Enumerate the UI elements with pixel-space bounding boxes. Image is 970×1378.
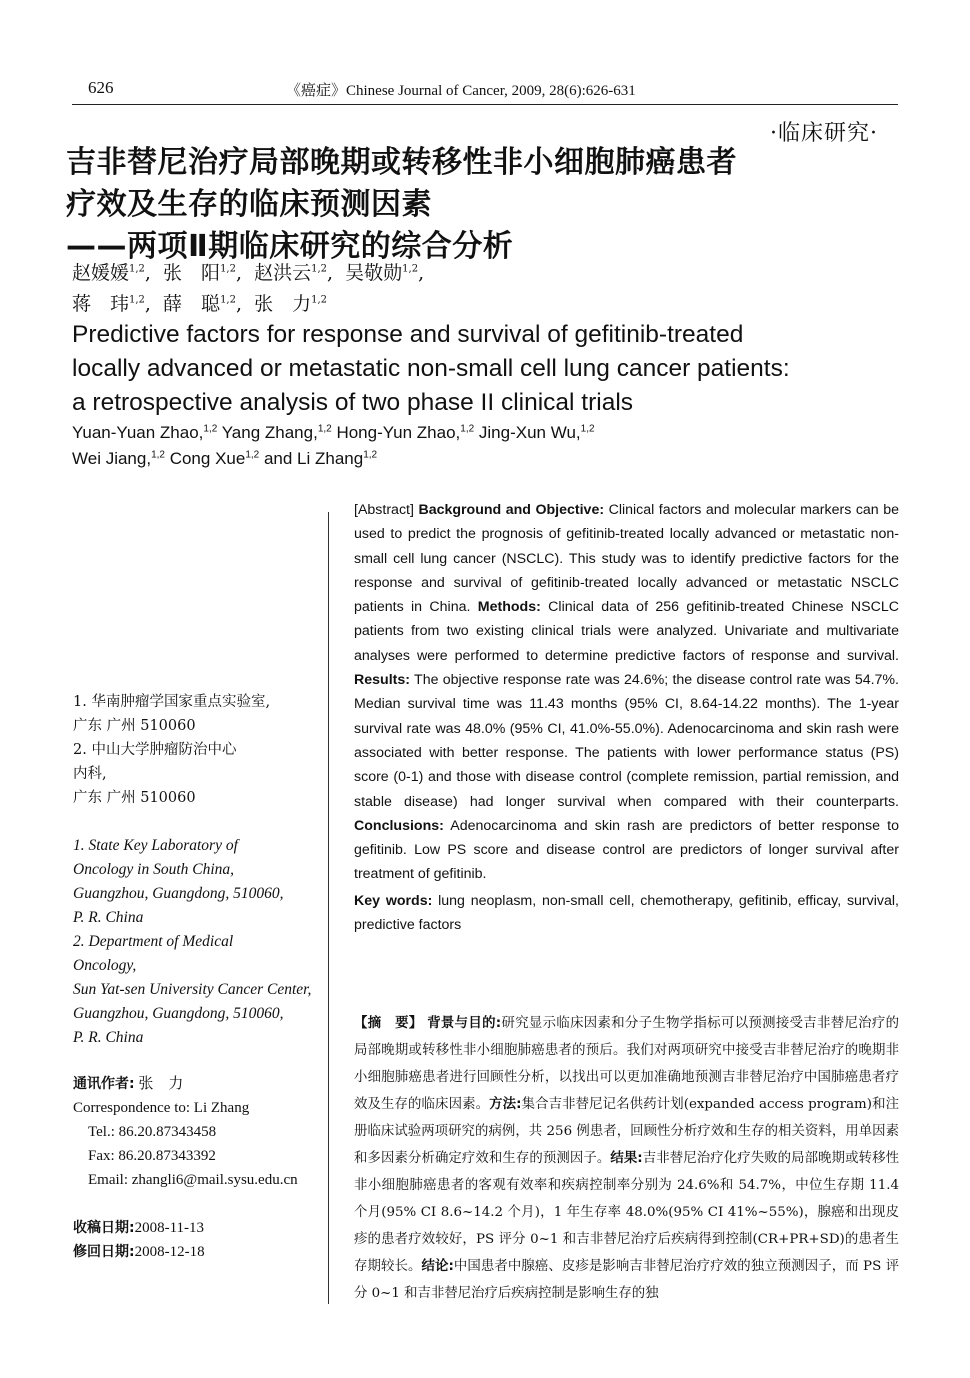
keywords — [354, 889, 899, 938]
affiliation-marker: 1,2 — [311, 294, 328, 306]
chinese-title — [66, 142, 786, 268]
author-name: 张 力 — [254, 293, 312, 315]
author-name: Yuan-Yuan Zhao, — [72, 423, 204, 442]
author-name: 吴敬勋 — [345, 262, 403, 284]
page-number: 626 — [88, 78, 114, 97]
affiliations-english — [73, 834, 323, 1050]
affiliation-line: Guangzhou, Guangdong, 510060, — [73, 885, 284, 902]
affiliation-line: 2. 中山大学肿瘤防治中心 — [73, 742, 237, 758]
affiliation-line: 1. State Key Laboratory of — [73, 837, 238, 854]
chinese-abstract — [354, 1010, 899, 1307]
affiliation-marker: 1,2 — [311, 263, 328, 275]
methods-text: 集合吉非替尼记名供药计划(expanded access program)和注册临床试验两项研究的病例，共 256 例患者，回顾性分析疗效和生存的相关资料，用单因素和多因素分析确定疗效和生存的预测因子。 — [354, 1097, 900, 1166]
methods-label: Methods: — [477, 599, 541, 616]
affiliation-line: P. R. China — [73, 909, 144, 926]
methods-text: Clinical data of 256 gefitinib-treated Chinese NSCLC patients from two existing clinical trials were analyzed. Univariate and multivariate analyses were performed to determine predictive factors of response and survival. — [354, 599, 899, 664]
background-text: 研究显示临床因素和分子生物学指标可以预测接受吉非替尼治疗的局部晚期或转移性非小细胞肺癌患者的预后。我们对两项研究中接受吉非替尼治疗的晚期非小细胞肺癌患者进行回顾性分析，以找出可以更加准确地预测吉非替尼治疗中国肺癌患者疗效及生存的临床因素。 — [354, 1016, 900, 1112]
keywords-text: lung neoplasm, non-small cell, chemotherapy, gefitinib, efficay, survival, predictive factors — [354, 892, 899, 934]
sidebar-column — [73, 690, 323, 1264]
revised-value: 2008-12-18 — [134, 1244, 205, 1260]
email-address[interactable]: Email: zhangli6@mail.sysu.edu.cn — [88, 1172, 298, 1188]
background-text: Clinical factors and molecular markers can be used to predict the prognosis of gefitinib-treated locally advanced or metastatic non-small cell lung cancer (NSCLC). This study was to identify predictive factors for the response and survival of gefitinib-treated locally advanced or metastatic NSCLC patients in China. — [354, 502, 899, 616]
results-text: 吉非替尼治疗化疗失败的局部晚期或转移性非小细胞肺癌患者的客观有效率和疾病控制率分别为 24.6%和 54.7%，中位生存期 11.4 个月(95% CI 8.6~14.2 个月)，1 年生存率 48.0%(95% CI 41%~55%)，腺癌和出现皮疹的患者疗效较好，PS 评分 0~1 和吉非替尼治疗后疾病得到控制(CR+PR+SD)的患者生存期较长。 — [354, 1151, 899, 1274]
conclusions-text: 中国患者中腺癌、皮疹是影响吉非替尼治疗疗效的独立预测因子，而 PS 评分 0~1 和吉非替尼治疗后疾病控制是影响生存的独 — [354, 1259, 899, 1301]
chinese-title-line: 吉非替尼治疗局部晚期或转移性非小细胞肺癌患者 — [66, 145, 737, 180]
header-divider — [72, 104, 898, 105]
affiliation-line: Sun Yat-sen University Cancer Center, — [73, 981, 312, 998]
abstract-label: 【摘 要】 — [354, 1016, 423, 1031]
affiliation-marker: 1,2 — [317, 423, 332, 435]
chinese-author-line: 蒋 玮$^{1,2}$, 薛 聪$^{1,2}$, 张 力$^{1,2}$ — [72, 293, 328, 315]
correspondence-en: Correspondence to: Li Zhang — [73, 1100, 250, 1116]
affiliation-marker: 1,2 — [402, 263, 419, 275]
author-name: Wei Jiang, — [72, 449, 152, 468]
affiliation-line: Oncology, — [73, 957, 137, 974]
affiliation-line: 广东 广州 510060 — [73, 790, 196, 806]
author-name: Jing-Xun Wu, — [478, 423, 581, 442]
chinese-author-list — [72, 258, 424, 320]
affiliation-marker: 1,2 — [460, 423, 475, 435]
author-name: and Li Zhang — [263, 449, 364, 468]
english-author-line — [72, 446, 595, 472]
correspondence-label: 通讯作者: — [73, 1076, 135, 1092]
background-label: 背景与目的: — [427, 1016, 502, 1031]
revised-date — [73, 1240, 323, 1264]
author-name: Hong-Yun Zhao, — [336, 423, 461, 442]
affiliations-chinese — [73, 690, 323, 810]
affiliation-marker: 1,2 — [580, 423, 595, 435]
english-title — [72, 318, 912, 420]
section-tag: ·临床研究· — [770, 121, 878, 146]
affiliation-line: 内科, — [73, 766, 107, 782]
affiliation-marker: 1,2 — [363, 449, 378, 461]
author-name: Cong Xue — [169, 449, 246, 468]
affiliation-marker: 1,2 — [220, 294, 236, 306]
affiliation-line: 2. Department of Medical — [73, 933, 234, 950]
chinese-author-line: 赵媛媛$^{1,2}$, 张 阳$^{1,2}$, 赵洪云$^{1,2}$, 吴敬勋$^{1,2}$, — [72, 262, 425, 284]
abstract-label: [Abstract] — [354, 502, 414, 518]
author-name: 张 阳 — [163, 262, 221, 284]
keywords-label: Key words: — [354, 892, 433, 909]
affiliation-line: 广东 广州 510060 — [73, 718, 196, 734]
author-name: 赵媛媛 — [72, 262, 130, 284]
conclusions-label: Conclusions: — [354, 817, 444, 834]
affiliation-line: 1. 华南肿瘤学国家重点实验室, — [73, 694, 271, 710]
author-name: 赵洪云 — [254, 262, 312, 284]
affiliation-line: Guangzhou, Guangdong, 510060, — [73, 1005, 284, 1022]
column-divider — [328, 512, 329, 1304]
affiliation-marker: 1,2 — [245, 449, 260, 461]
abstract-body — [354, 498, 899, 887]
received-label: 收稿日期: — [73, 1220, 135, 1236]
received-value: 2008-11-13 — [134, 1220, 205, 1236]
manuscript-dates — [73, 1216, 323, 1264]
methods-label: 方法: — [489, 1097, 522, 1112]
english-title-line: Predictive factors for response and survival of gefitinib-treated — [72, 321, 744, 348]
chinese-title-line: 疗效及生存的临床预测因素 — [66, 187, 432, 222]
english-abstract — [354, 498, 899, 937]
phone-number: Tel.: 86.20.87343458 — [88, 1124, 217, 1140]
received-date — [73, 1216, 323, 1240]
affiliation-marker: 1,2 — [129, 294, 145, 306]
results-label: 结果: — [610, 1151, 643, 1166]
revised-label: 修回日期: — [73, 1244, 135, 1260]
author-name: 薛 聪 — [163, 293, 221, 315]
chinese-subtitle: ——两项Ⅱ期临床研究的综合分析 — [66, 229, 514, 264]
affiliation-marker: 1,2 — [220, 263, 236, 275]
author-name: Yang Zhang, — [221, 423, 318, 442]
background-label: Background and Objective: — [418, 502, 605, 518]
affiliation-marker: 1,2 — [151, 449, 165, 461]
english-title-line: locally advanced or metastatic non-small cell lung cancer patients: — [72, 355, 790, 382]
affiliation-marker: 1,2 — [129, 263, 145, 275]
affiliation-line: Oncology in South China, — [73, 861, 235, 878]
author-name: 蒋 玮 — [72, 293, 130, 315]
journal-citation: 《癌症》Chinese Journal of Cancer, 2009, 28(6):626-631 — [286, 83, 636, 99]
results-text: The objective response rate was 24.6%; the disease control rate was 54.7%. Median survival time was 11.43 months (95% CI, 8.64-14.22 months). The 1-year survival rate was 48.0% (95% CI, 41.0%-55.0%). Adenocarcinoma and skin rash were associated with better response. The patients with lower performance status (PS) score (0-1) and those with disease control (complete remission, partial remission, and stable disease) had longer survival when compared with their counterparts. — [354, 672, 899, 810]
affiliation-line: P. R. China — [73, 1029, 144, 1046]
english-author-list — [72, 420, 595, 472]
conclusions-label: 结论: — [421, 1259, 454, 1274]
results-label: Results: — [354, 672, 410, 689]
correspondence-block — [73, 1072, 323, 1192]
correspondence-cn — [73, 1072, 323, 1096]
english-author-line — [72, 420, 595, 446]
affiliation-marker: 1,2 — [203, 423, 218, 435]
conclusions-text: Adenocarcinoma and skin rash are predictors of better response to gefitinib. Low PS score and disease control are predictors of longer survival after treatment of gefitinib. — [354, 817, 899, 883]
fax-number: Fax: 86.20.87343392 — [88, 1148, 216, 1164]
correspondence-name: 张 力 — [138, 1076, 184, 1092]
english-title-line: a retrospective analysis of two phase II clinical trials — [72, 389, 634, 416]
